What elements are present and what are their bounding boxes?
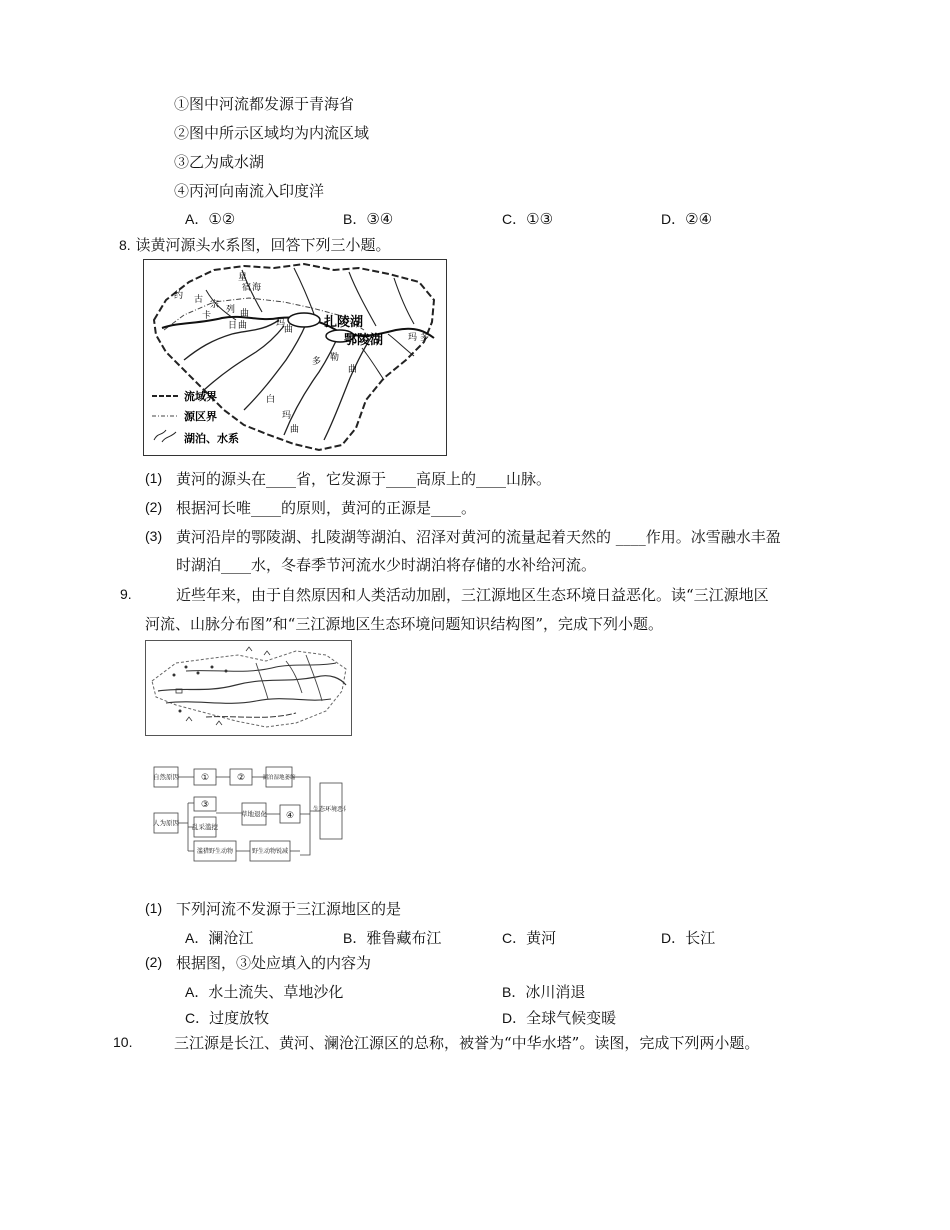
q9-text-line2: 河流、山脉分布图”和“三江源地区生态环境问题知识结构图”，完成下列小题。 bbox=[145, 615, 664, 633]
q7-statement-2: ②图中所示区域均为内流区域 bbox=[174, 124, 370, 142]
q9-number: 9. bbox=[120, 586, 132, 602]
diagram-blank-1: ① bbox=[200, 773, 210, 783]
q9-sub2-number: (2) bbox=[145, 954, 163, 970]
eco-problem-structure-diagram bbox=[150, 763, 346, 863]
q7-statement-4: ④丙河向南流入印度洋 bbox=[174, 182, 325, 200]
map-label: 多 bbox=[312, 357, 322, 367]
diagram-mining: 乱采滥挖 bbox=[192, 823, 218, 831]
q9-sub2-option-b[interactable]: B．冰川消退 bbox=[502, 983, 586, 1001]
q8-number: 8. bbox=[119, 237, 131, 253]
q7-option-a[interactable]: A．①② bbox=[185, 210, 236, 228]
map-label: 约 bbox=[174, 291, 184, 301]
q8-sub2-number: (2) bbox=[145, 499, 163, 515]
q7-option-c[interactable]: C．①③ bbox=[502, 210, 554, 228]
diagram-drawing bbox=[150, 763, 346, 863]
q8-sub3-text-cont: 时湖泊____水，冬春季节河流水少时湖泊将存储的水补给河流。 bbox=[176, 556, 597, 574]
three-rivers-map bbox=[145, 640, 352, 736]
diagram-eco-deterioration: 生态环境恶化 bbox=[312, 806, 346, 813]
q7-option-b[interactable]: B．③④ bbox=[343, 210, 394, 228]
q8-heading bbox=[119, 234, 390, 255]
yellow-river-source-map bbox=[143, 259, 447, 456]
legend-basin-boundary: 流域界 bbox=[184, 390, 217, 403]
map-label: 曲 bbox=[238, 321, 248, 331]
q9-sub2-option-c[interactable]: C．过度放牧 bbox=[185, 1009, 270, 1027]
q8-sub1-number: (1) bbox=[145, 470, 163, 486]
map-label: 曲 bbox=[240, 309, 250, 319]
three-rivers-map-drawing bbox=[146, 641, 351, 735]
map-label: 曲 bbox=[284, 325, 294, 335]
q8-sub2-text: 根据河长唯____的原则，黄河的正源是____。 bbox=[176, 499, 477, 517]
q9-sub1-option-d[interactable]: D．长江 bbox=[661, 929, 716, 947]
map-label: 曲 bbox=[290, 425, 300, 435]
map-label: 列 bbox=[226, 305, 236, 315]
diagram-human-cause: 人为原因 bbox=[153, 819, 179, 827]
q10-number: 10. bbox=[113, 1034, 133, 1050]
map-label: 宗 bbox=[210, 300, 220, 310]
legend-lakes-rivers: 湖泊、水系 bbox=[184, 432, 239, 445]
q7-statement-3: ③乙为咸水湖 bbox=[174, 153, 265, 171]
river-system-drawing bbox=[144, 260, 446, 455]
map-label: 玛 bbox=[282, 411, 292, 421]
diagram-natural-cause: 自然原因 bbox=[153, 773, 179, 781]
diagram-lake-shrink: 湖泊湿地萎缩 bbox=[262, 775, 296, 781]
map-label: 海 bbox=[252, 283, 262, 293]
q9-sub1-option-c[interactable]: C．黄河 bbox=[502, 929, 557, 947]
q8-intro: 读黄河源头水系图，回答下列三小题。 bbox=[135, 236, 391, 254]
q8-sub1-text: 黄河的源头在____省，它发源于____高原上的____山脉。 bbox=[176, 470, 552, 488]
map-label: 勒 bbox=[330, 353, 340, 363]
map-label: 玛 bbox=[276, 319, 286, 329]
q9-text-line1: 近些年来，由于自然原因和人类活动加剧，三江源地区生态环境日益恶化。读“三江源地区 bbox=[176, 586, 769, 604]
legend-source-boundary: 源区界 bbox=[184, 410, 217, 423]
lake-zhaling: 扎陵湖 bbox=[324, 315, 364, 330]
map-label: 星 bbox=[238, 273, 248, 283]
map-label: 宿 bbox=[242, 283, 252, 293]
q9-sub1-number: (1) bbox=[145, 900, 163, 916]
q7-option-d[interactable]: D．②④ bbox=[661, 210, 713, 228]
diagram-grass-degrade: 草地退化 bbox=[241, 810, 267, 818]
map-label: 曲 bbox=[348, 365, 358, 375]
q9-sub1-option-b[interactable]: B．雅鲁藏布江 bbox=[343, 929, 442, 947]
diagram-blank-4: ④ bbox=[285, 811, 295, 821]
q7-statement-1: ①图中河流都发源于青海省 bbox=[174, 95, 355, 113]
q9-sub2-text: 根据图，③处应填入的内容为 bbox=[176, 954, 372, 972]
map-label: 玛 bbox=[408, 333, 418, 343]
diagram-wildlife-decline: 野生动物锐减 bbox=[251, 848, 289, 855]
map-label: 古 bbox=[194, 295, 204, 305]
q9-sub1-text: 下列河流不发源于三江源地区的是 bbox=[176, 900, 402, 918]
map-label: 卡 bbox=[202, 311, 212, 321]
diagram-blank-2: ② bbox=[236, 773, 246, 783]
map-label: 多 bbox=[420, 333, 430, 343]
q9-sub2-option-d[interactable]: D．全球气候变暖 bbox=[502, 1009, 617, 1027]
q9-sub2-option-a[interactable]: A．水土流失、草地沙化 bbox=[185, 983, 344, 1001]
q8-sub3-number: (3) bbox=[145, 528, 163, 544]
lake-eling: 鄂陵湖 bbox=[344, 333, 384, 348]
q9-sub1-option-a[interactable]: A．澜沧江 bbox=[185, 929, 254, 947]
diagram-blank-3: ③ bbox=[200, 800, 210, 810]
diagram-hunting: 滥猎野生动物 bbox=[196, 848, 234, 855]
q8-sub3-text: 黄河沿岸的鄂陵湖、扎陵湖等湖泊、沼泽对黄河的流量起着天然的 ____作用。冰雪融水丰盈 bbox=[176, 528, 781, 546]
map-label: 白 bbox=[266, 395, 276, 405]
q10-text: 三江源是长江、黄河、澜沧江源区的总称，被誉为“中华水塔”。读图，完成下列两小题。 bbox=[174, 1034, 760, 1052]
map-label: 日 bbox=[228, 321, 238, 331]
